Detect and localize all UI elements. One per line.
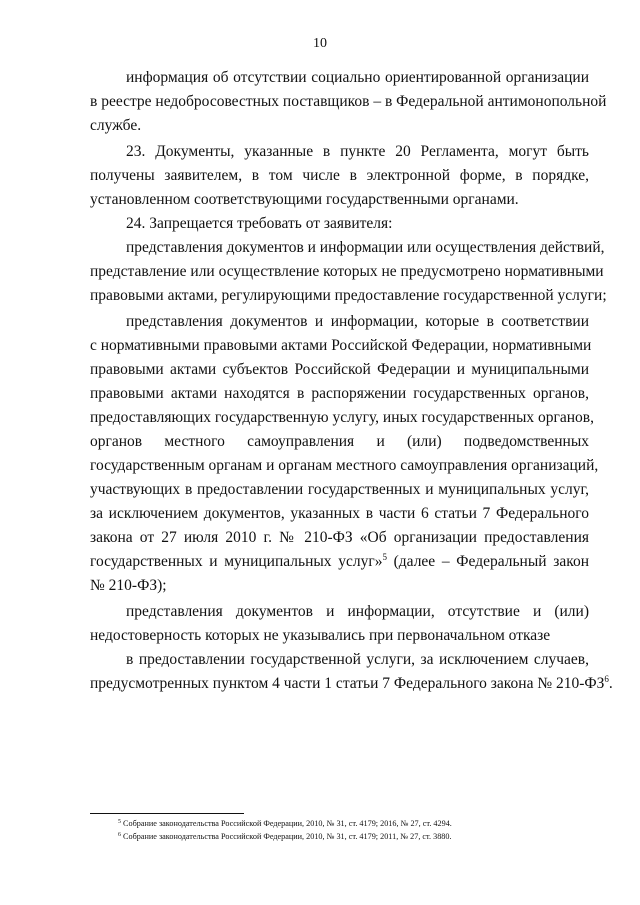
text-line: недостоверность которых не указывались при первоначальном отказе	[90, 627, 551, 644]
footnote-mark: 5	[118, 819, 121, 825]
text-line: представления документов и информации или осуществления действий,	[126, 239, 605, 256]
text-line: в предоставлении государственной услуги, за исключением случаев,	[126, 651, 589, 668]
text-line: правовыми актами, регулирующими предоставление государственной услуги;	[90, 287, 607, 304]
text-line: 24. Запрещается требовать от заявителя:	[126, 215, 393, 232]
text-line: правовыми актами субъектов Российской Федерации и муниципальными	[90, 361, 589, 378]
text-line: представления документов и информации, отсутствие и (или)	[126, 603, 589, 620]
text-line: предоставляющих государственную услугу, иных государственных органов,	[90, 409, 594, 426]
text-line: в реестре недобросовестных поставщиков – в Федеральной антимонопольной	[90, 93, 607, 110]
text-line: 23. Документы, указанные в пункте 20 Регламента, могут быть	[126, 143, 589, 160]
text-fragment: .	[608, 675, 613, 692]
text-line	[90, 674, 613, 694]
footnote-ref-6: 6	[604, 674, 609, 684]
footnote-separator	[90, 813, 244, 814]
text-line: установленном соответствующими государственными органами.	[90, 191, 519, 208]
text-fragment: (далее – Федеральный закон	[386, 553, 590, 570]
text-line: с нормативными правовыми актами Российской Федерации, нормативными	[90, 337, 592, 354]
footnote-text: Собрание законодательства Российской Федерации, 2010, № 31, ст. 4179; 2011, № 27, ст. 3880.	[121, 832, 452, 841]
footnote-mark: 6	[118, 832, 121, 838]
text-line: информация об отсутствии социально ориентированной организации	[126, 69, 589, 86]
footnote-ref-5: 5	[382, 552, 387, 562]
text-line: за исключением документов, указанных в части 6 статьи 7 Федерального	[90, 505, 589, 522]
footnote-5	[118, 818, 452, 830]
text-line: № 210-ФЗ);	[90, 577, 167, 594]
text-line: закона от 27 июля 2010 г. № 210-ФЗ «Об организации предоставления	[90, 529, 589, 546]
text-fragment: предусмотренных пунктом 4 части 1 статьи 7 Федерального закона № 210-ФЗ	[90, 675, 605, 692]
text-line: правовыми актами находятся в распоряжении государственных органов,	[90, 385, 589, 402]
text-line: участвующих в предоставлении государственных и муниципальных услуг,	[90, 481, 589, 498]
text-line: службе.	[90, 117, 142, 134]
text-fragment: государственных и муниципальных услуг»	[90, 553, 383, 570]
footnote-6	[118, 831, 452, 843]
text-line: получены заявителем, в том числе в электронной форме, в порядке,	[90, 167, 589, 184]
text-line: государственным органам и органам местного самоуправления организаций,	[90, 457, 599, 474]
text-line: представление или осуществление которых не предусмотрено нормативными	[90, 263, 604, 280]
text-line: органов местного самоуправления и (или) подведомственных	[90, 433, 589, 450]
text-line: представления документов и информации, которые в соответствии	[126, 313, 589, 330]
page-number: 10	[313, 36, 327, 51]
text-line	[90, 552, 589, 572]
footnote-text: Собрание законодательства Российской Федерации, 2010, № 31, ст. 4179; 2016, № 27, ст. 4294.	[121, 819, 452, 828]
